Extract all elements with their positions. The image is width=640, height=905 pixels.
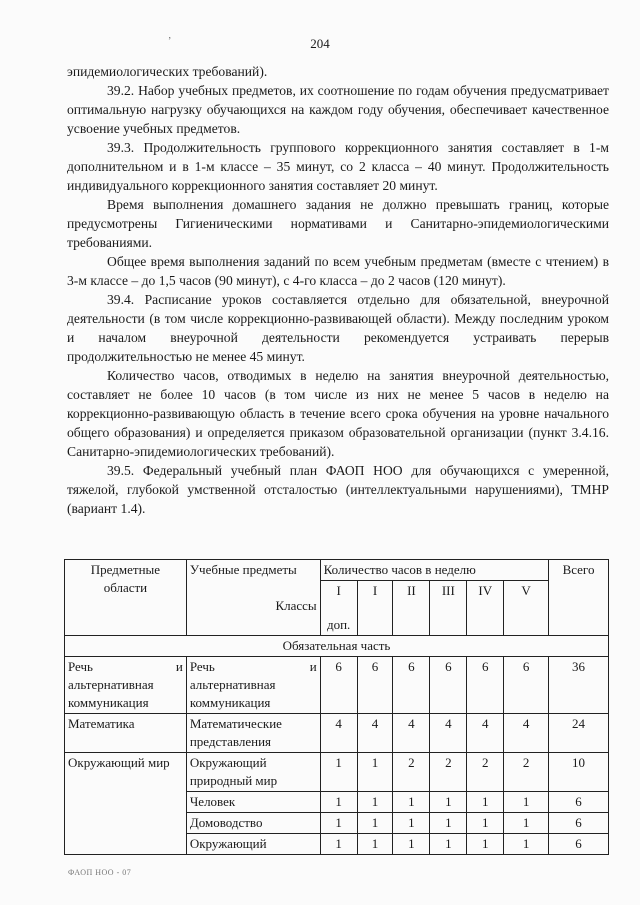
subject-cell: Речь и альтернативная коммуникация	[186, 657, 320, 714]
table-row	[65, 753, 609, 792]
table-row	[65, 714, 609, 753]
section-row	[65, 636, 609, 657]
table-row	[65, 657, 609, 714]
total-cell: 24	[549, 714, 609, 753]
hours-cell: 1	[320, 753, 357, 792]
hours-cell: 1	[393, 813, 430, 834]
header-classes-label: Классы	[275, 598, 317, 613]
section-title: Обязательная часть	[65, 636, 609, 657]
header-class-3: III	[430, 581, 467, 636]
hours-cell: 6	[320, 657, 357, 714]
subject-cell: Математические представления	[186, 714, 320, 753]
header-class-2: II	[393, 581, 430, 636]
hours-cell: 2	[430, 753, 467, 792]
hours-cell: 1	[393, 834, 430, 855]
subject-cell: Человек	[186, 792, 320, 813]
paragraph: эпидемиологических требований).	[67, 64, 268, 79]
paragraph: Общее время выполнения заданий по всем учебным предметам (вместе с чтением) в 3-м классе – до 1,5 часов (90 минут), с 4-го класса – до 2 часов (120 минут).	[67, 254, 609, 288]
subject-cell: Домоводство	[186, 813, 320, 834]
hours-cell: 1	[357, 813, 393, 834]
hours-cell: 1	[467, 813, 504, 834]
hours-cell: 1	[357, 834, 393, 855]
total-cell: 36	[549, 657, 609, 714]
header-hours: Количество часов в неделю	[320, 560, 548, 581]
hours-cell: 4	[393, 714, 430, 753]
header-class-I-dop: I доп.	[320, 581, 357, 636]
hours-cell: 4	[430, 714, 467, 753]
subject-cell: Окружающий	[186, 834, 320, 855]
hours-cell: 1	[320, 813, 357, 834]
paragraph: 39.3. Продолжительность группового коррекционного занятия составляет в 1-м дополнительном и в 1-м классе – 35 минут, со 2 класса – 40 минут. Продолжительность индивидуального коррекционного занятия составляет 20 минут.	[67, 140, 609, 193]
curriculum-table	[64, 559, 609, 855]
header-class-5: V	[504, 581, 549, 636]
paragraph: Время выполнения домашнего задания не должно превышать границ, которые предусмотрены Гигиеническими нормативами и Санитарно-эпидемиологическими требованиями.	[67, 197, 609, 250]
hours-cell: 1	[430, 813, 467, 834]
hours-cell: 1	[320, 834, 357, 855]
table-header-row	[65, 560, 609, 581]
hours-cell: 1	[357, 792, 393, 813]
hours-cell: 1	[504, 834, 549, 855]
hours-cell: 6	[357, 657, 393, 714]
hours-cell: 1	[393, 792, 430, 813]
header-areas: Предметные области	[65, 560, 187, 636]
scan-mark: ʼ	[168, 36, 172, 47]
paragraph: 39.2. Набор учебных предметов, их соотношение по годам обучения предусматривает оптимальную нагрузку обучающихся на каждом году обучения, обеспечивает качественное усвоение учебных предметов.	[67, 83, 609, 136]
hours-cell: 4	[504, 714, 549, 753]
paragraph: Количество часов, отводимых в неделю на занятия внеурочной деятельностью, составляет не более 10 часов (в том числе из них не менее 5 часов в неделю на коррекционно-развивающую область в течение всего срока обучения на уровне начального общего образования) и определяется приказом образовательной организации (пункт 3.4.16. Санитарно-эпидемиологических требований).	[67, 368, 609, 459]
footer-code: ФАОП НОО - 07	[68, 868, 132, 877]
hours-cell: 4	[467, 714, 504, 753]
total-cell: 10	[549, 753, 609, 792]
hours-cell: 1	[320, 792, 357, 813]
hours-cell: 1	[430, 792, 467, 813]
hours-cell: 6	[467, 657, 504, 714]
total-cell: 6	[549, 834, 609, 855]
hours-cell: 1	[357, 753, 393, 792]
hours-cell: 1	[504, 813, 549, 834]
area-cell: Математика	[65, 714, 187, 753]
header-total: Всего	[549, 560, 609, 636]
header-class-1: I	[357, 581, 393, 636]
hours-cell: 2	[467, 753, 504, 792]
hours-cell: 2	[504, 753, 549, 792]
total-cell: 6	[549, 813, 609, 834]
hours-cell: 6	[504, 657, 549, 714]
hours-cell: 4	[357, 714, 393, 753]
area-cell: Речь и альтернативная коммуникация	[65, 657, 187, 714]
hours-cell: 1	[467, 792, 504, 813]
header-subjects: Учебные предметы Классы	[186, 560, 320, 636]
area-cell: Окружающий мир	[65, 753, 187, 855]
hours-cell: 1	[504, 792, 549, 813]
total-cell: 6	[549, 792, 609, 813]
paragraph: 39.5. Федеральный учебный план ФАОП НОО для обучающихся с умеренной, тяжелой, глубокой умственной отсталостью (интеллектуальными нарушениями), ТМНР (вариант 1.4).	[67, 463, 609, 516]
hours-cell: 6	[430, 657, 467, 714]
hours-cell: 6	[393, 657, 430, 714]
header-class-4: IV	[467, 581, 504, 636]
document-body	[67, 62, 609, 518]
subject-cell: Окружающий природный мир	[186, 753, 320, 792]
hours-cell: 1	[430, 834, 467, 855]
hours-cell: 1	[467, 834, 504, 855]
paragraph: 39.4. Расписание уроков составляется отдельно для обязательной, внеурочной деятельности (в том числе коррекционно-развивающей области). Между последним уроком и началом внеурочной деятельности рекомендуется устраивать перерыв продолжительностью не менее 45 минут.	[67, 292, 609, 364]
hours-cell: 2	[393, 753, 430, 792]
page-number: 204	[310, 36, 330, 51]
hours-cell: 4	[320, 714, 357, 753]
